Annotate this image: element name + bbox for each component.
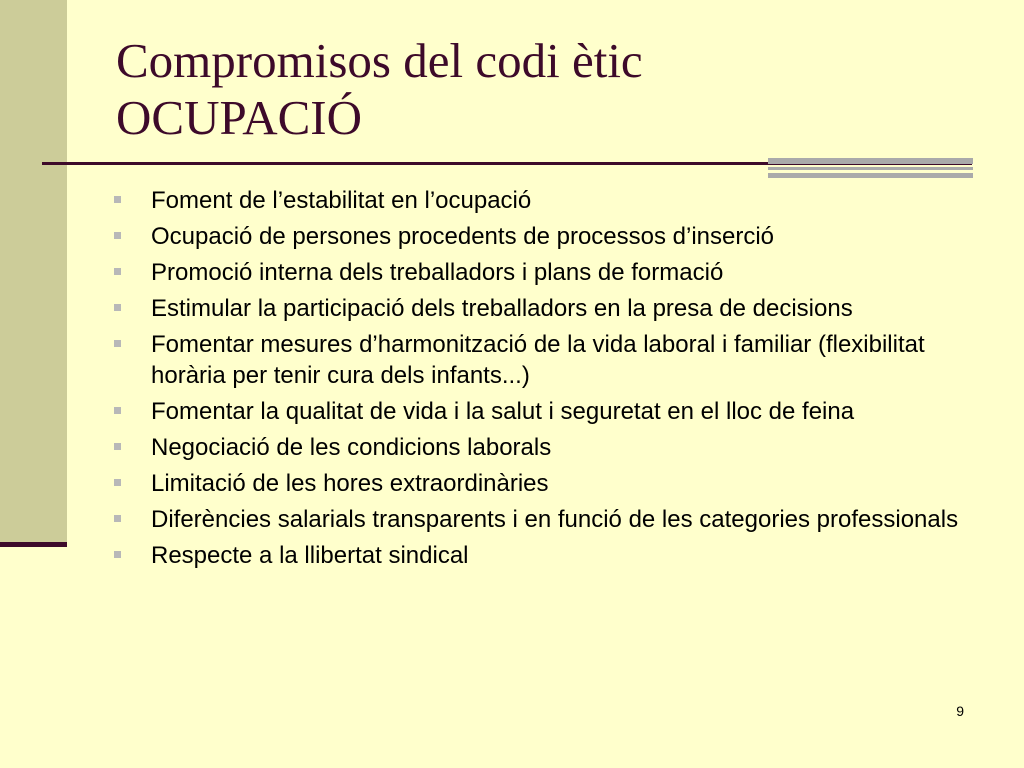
square-bullet-icon (114, 551, 121, 558)
square-bullet-icon (114, 479, 121, 486)
square-bullet-icon (114, 268, 121, 275)
bullet-text: Promoció interna dels treballadors i plans de formació (151, 259, 724, 286)
bullet-item (112, 185, 962, 216)
bullet-item (112, 293, 962, 324)
bullet-item (112, 257, 962, 288)
bullet-item (112, 396, 962, 427)
bullet-text: Respecte a la llibertat sindical (151, 542, 469, 569)
bullet-text: Fomentar mesures d’harmonització de la vida laboral i familiar (flexibilitat horària per tenir cura dels infants...) (151, 331, 925, 389)
bullet-text: Negociació de les condicions laborals (151, 434, 552, 461)
title-accent-stripes (768, 158, 973, 178)
bullet-list (112, 185, 962, 576)
left-decorative-bar (0, 0, 67, 544)
square-bullet-icon (114, 515, 121, 522)
bullet-item (112, 468, 962, 499)
square-bullet-icon (114, 340, 121, 347)
slide-title (116, 32, 976, 146)
accent-stripe (768, 158, 973, 164)
page-number: 9 (956, 703, 964, 719)
bullet-item (112, 221, 962, 252)
square-bullet-icon (114, 443, 121, 450)
bullet-item (112, 504, 962, 535)
square-bullet-icon (114, 407, 121, 414)
slide-title-line-1: Compromisos del codi ètic (116, 33, 643, 88)
bullet-text: Ocupació de persones procedents de processos d’inserció (151, 223, 775, 250)
bullet-text: Limitació de les hores extraordinàries (151, 470, 549, 497)
bullet-item (112, 329, 962, 391)
bullet-item (112, 432, 962, 463)
accent-stripe (768, 167, 973, 170)
bullet-text: Estimular la participació dels treballadors en la presa de decisions (151, 295, 853, 322)
square-bullet-icon (114, 196, 121, 203)
bullet-text: Diferències salarials transparents i en funció de les categories professionals (151, 506, 959, 533)
bullet-item (112, 540, 962, 571)
left-bar-underline (0, 542, 67, 547)
accent-stripe (768, 173, 973, 178)
square-bullet-icon (114, 304, 121, 311)
bullet-text: Fomentar la qualitat de vida i la salut i seguretat en el lloc de feina (151, 398, 855, 425)
slide-title-line-2: OCUPACIÓ (116, 90, 362, 145)
square-bullet-icon (114, 232, 121, 239)
bullet-text: Foment de l’estabilitat en l’ocupació (151, 187, 532, 214)
